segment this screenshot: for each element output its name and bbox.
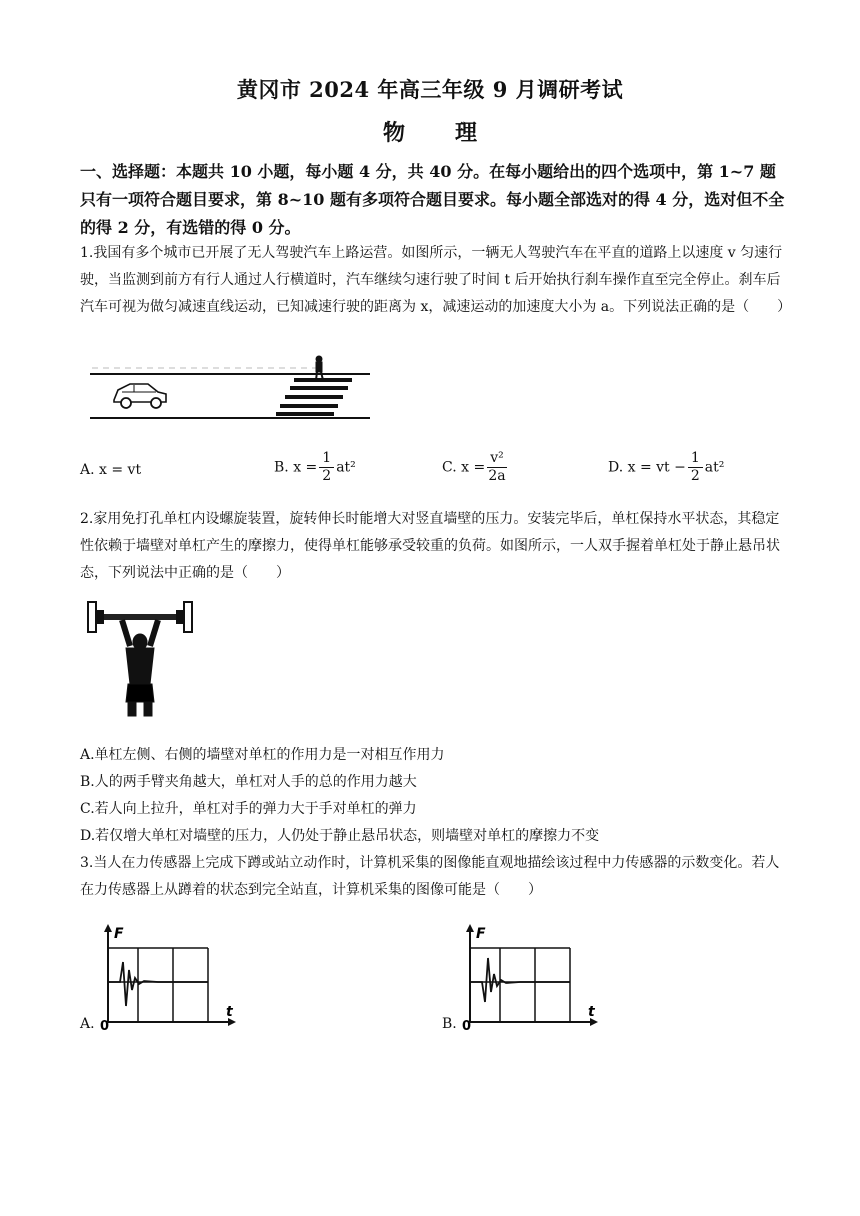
t-axis-label: t (588, 1004, 595, 1020)
question-1-option-b: B. x = $\frac{1}{2}$ at² (274, 450, 356, 484)
question-2-option-a: A.单杠左侧、右侧的墙壁对单杠的作用力是一对相互作用力 (80, 747, 445, 763)
exam-title: 黄冈市 2024 年高三年级 9 月调研考试 (236, 77, 624, 102)
question-3-graph-a (98, 922, 240, 1032)
question-3-option-a-label: A. (80, 1016, 95, 1032)
origin-label: 0 (462, 1019, 472, 1032)
question-2-option-c: C.若人向上拉升，单杠对手的弹力大于手对单杠的弹力 (80, 801, 417, 817)
question-2-stem: 2.家用免打孔单杠内设螺旋装置，旋转伸长时能增大对竖直墙壁的压力。安装完毕后，单杠保持水平状态，其稳定性依赖于墙壁对单杠产生的摩擦力，使得单杠能够承受较重的负荷。如图所示，一人双手握着单杠处于静止悬吊状态，下列说法中正确的是（ ） (80, 511, 780, 581)
question-2-option-d: D.若仅增大单杠对墙壁的压力，人仍处于静止悬吊状态，则墙壁对单杠的摩擦力不变 (80, 828, 600, 844)
question-2-figure (84, 598, 200, 722)
pedestrian-icon (316, 356, 323, 380)
question-3-option-b-label: B. (442, 1016, 457, 1032)
origin-label: 0 (100, 1019, 110, 1032)
question-1-option-c: C. x = $\frac{\text{v²}}{2a}$ (442, 450, 506, 484)
question-2-option-b: B.人的两手臂夹角越大，单杠对人手的总的作用力越大 (80, 774, 417, 790)
car-icon (114, 384, 166, 408)
question-1-stem: 1.我国有多个城市已开展了无人驾驶汽车上路运营。如图所示，一辆无人驾驶汽车在平直的道路上以速度 v 匀速行驶，当监测到前方有行人通过人行横道时，汽车继续匀速行驶了时间 t 后开始执行刹车操作直至完全停止。刹车后汽车可视为做匀减速直线运动，已知减速行驶的距离为 x，减速运动的加速度大小为 a。下列说法正确的是（ ） (80, 245, 792, 315)
f-axis-label: F (476, 926, 486, 942)
force-curve-b (470, 958, 570, 1002)
question-1-option-a: A. x = vt (80, 462, 142, 478)
pull-up-bar-icon (104, 614, 176, 620)
crosswalk-icon (276, 378, 352, 416)
wall-mount-left-icon (88, 602, 104, 632)
f-axis-label: F (114, 926, 124, 942)
question-3-graph-b (460, 922, 602, 1032)
person-hanging-icon (122, 620, 158, 716)
question-3-stem: 3.当人在力传感器上完成下蹲或站立动作时，计算机采集的图像能直观地描绘该过程中力传感器的示数变化。若人在力传感器上从蹲着的状态到完全站直，计算机采集的图像可能是（ ） (80, 855, 780, 898)
wall-mount-right-icon (176, 602, 192, 632)
force-curve-a (108, 962, 208, 1006)
t-axis-label: t (226, 1004, 233, 1020)
question-1-option-d: D. x = vt − $\frac{1}{2}$ at² (608, 450, 725, 484)
section-intro: 一、选择题：本题共 10 小题，每小题 4 分，共 40 分。在每小题给出的四个选项中，第 1~7 题只有一项符合题目要求，第 8~10 题有多项符合题目要求。每小题全部选对的得 4 分，选对但不全的得 2 分，有选错的得 0 分。 (80, 162, 785, 237)
question-1-figure (86, 352, 376, 428)
subject-title: 物 理 (382, 120, 491, 146)
